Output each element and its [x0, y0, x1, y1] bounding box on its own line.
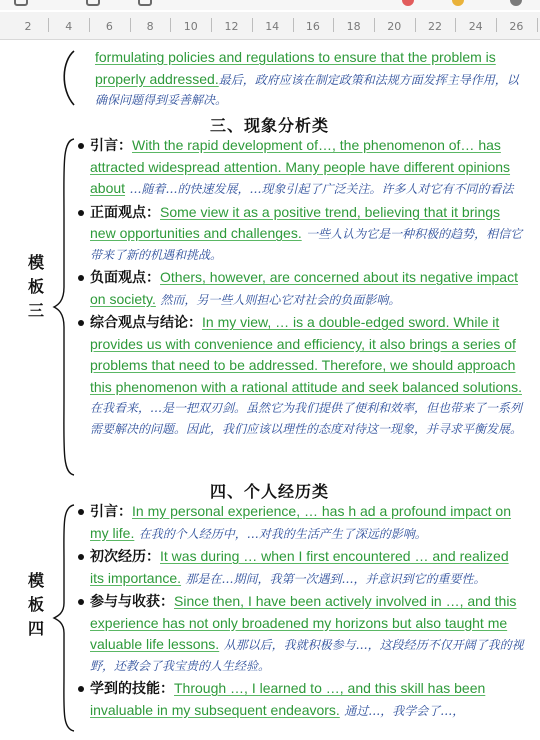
ruler-tick [252, 18, 253, 32]
item-english: With the rapid development of…, the phenomenon of… has attracted widespread attention. Many people have different opinions about [90, 137, 511, 196]
item-label: 引言： [90, 504, 132, 520]
ruler-tick [211, 18, 212, 32]
ruler-number: 16 [305, 20, 320, 33]
section4-item-participation [76, 591, 526, 676]
side-label-char: 四 [27, 619, 44, 638]
item-english: It was during … when I first encountered … and realized its importance. [90, 548, 509, 586]
section3-curly-brace [52, 137, 78, 477]
ruler-tick [48, 18, 49, 32]
section3-item-positive [76, 202, 526, 266]
ruler-number: 12 [224, 20, 239, 33]
ruler-number: 20 [387, 20, 402, 33]
ruler-tick [130, 18, 131, 32]
ruler-number: 8 [146, 20, 154, 33]
item-label: 引言： [90, 138, 132, 154]
item-english: Others, however, are concerned about its negative impact on society. [90, 269, 518, 307]
item-chinese: 通过…，我学会了…， [344, 703, 465, 718]
section4-curly-brace [52, 503, 78, 733]
item-chinese: 一些人认为它是一种积极的趋势，相信它带来了新的机遇和挑战。 [90, 227, 523, 262]
item-label: 学到的技能： [90, 681, 174, 697]
item-english: In my personal experience, … has h ad a profound impact on my life. [90, 503, 511, 541]
section3-item-intro [76, 135, 526, 200]
item-english: Since then, I have been actively involved in …, and this experience has not only broadened my horizons but also taught me valuable life lessons. [90, 593, 517, 652]
item-english: Some view it as a positive trend, believing that it brings new opportunities and challenges. [90, 203, 501, 241]
section4-item-intro [76, 501, 526, 544]
item-english: In my view, … is a double-edged sword. While it provides us with convenience and efficiency, it also brings a series of problems that need to be addressed. Therefore, we should approach this phenomenon with a rational attitude and seek balanced solutions. [90, 314, 522, 395]
ruler-tick [89, 18, 90, 32]
section4-list [76, 501, 526, 721]
intro-paragraph [95, 47, 525, 111]
top-toolbar [0, 0, 540, 10]
item-english: Through …, I learned to …, and this skill has been invaluable in my subsequent endeavors. [90, 680, 486, 718]
ruler-number: 4 [65, 20, 73, 33]
ruler-tick [415, 18, 416, 32]
ruler-number: 24 [468, 20, 483, 33]
item-chinese: 从那以后，我就积极参与…，这段经历不仅开阔了我的视野，还教会了我宝贵的人生经验。 [90, 638, 524, 673]
item-chinese: 那是在…期间，我第一次遇到…，并意识到它的重要性。 [185, 571, 486, 586]
toolbar-edit-icon[interactable] [138, 0, 152, 6]
toolbar-insert-icon[interactable] [86, 0, 100, 6]
section4-item-skills [76, 678, 526, 721]
ruler-tick [496, 18, 497, 32]
toolbar-record-icon[interactable] [402, 0, 414, 6]
item-chinese: 在我看来，…是一把双刃剑。虽然它为我们提供了便利和效率，但也带来了一系列需要解决的问题。因此，我们应该以理性的态度对待这一现象，并寻求平衡发展。 [90, 401, 523, 436]
section3-item-conclusion [76, 312, 526, 439]
side-label-char: 三 [27, 301, 44, 320]
item-label: 参与与收获： [90, 594, 174, 610]
section3-list [76, 135, 526, 439]
toolbar-doc-icon[interactable] [14, 0, 28, 6]
ruler-number: 10 [183, 20, 198, 33]
document-page [0, 41, 540, 740]
item-chinese: 在我的个人经历中，…对我的生活产生了深远的影响。 [138, 526, 427, 541]
section4-title: 四、个人经历类 [210, 482, 330, 501]
section3-item-negative [76, 267, 526, 310]
section3-title: 三、现象分析类 [210, 116, 330, 135]
ruler-tick [455, 18, 456, 32]
item-chinese: …随着…的快速发展，…现象引起了广泛关注。许多人对它有不同的看法 [129, 182, 514, 196]
ruler-tick [333, 18, 334, 32]
ruler-number: 6 [105, 20, 113, 33]
toolbar-highlight-icon[interactable] [452, 0, 464, 6]
side-label-char: 模 [27, 571, 44, 590]
intro-chinese: 最后，政府应该在制定政策和法规方面发挥主导作用，以确保问题得到妥善解决。 [95, 72, 519, 107]
side-label-char: 模 [27, 253, 44, 272]
side-label-char: 板 [27, 277, 44, 296]
ruler-tick [170, 18, 171, 32]
ruler-number: 18 [346, 20, 361, 33]
ruler-number: 22 [428, 20, 442, 33]
section3-side-label [26, 251, 46, 323]
item-label: 负面观点： [90, 270, 160, 286]
side-label-char: 板 [27, 595, 44, 614]
item-chinese: 然而，另一些人则担心它对社会的负面影响。 [160, 292, 401, 307]
ruler-tick [293, 18, 294, 32]
toolbar-more-icon[interactable] [510, 0, 522, 6]
item-label: 正面观点： [90, 204, 160, 221]
ruler [0, 12, 540, 40]
left-paren-brace [58, 49, 78, 107]
ruler-number: 14 [265, 20, 280, 33]
ruler-number: 26 [509, 20, 524, 33]
section4-side-label [26, 569, 46, 641]
ruler-tick [537, 18, 538, 32]
ruler-tick [374, 18, 375, 32]
ruler-number: 2 [24, 20, 32, 33]
item-label: 初次经历： [90, 549, 160, 565]
section4-item-first-experience [76, 546, 526, 589]
intro-english: formulating policies and regulations to ensure that the problem is properly addressed. [95, 49, 496, 87]
item-label: 综合观点与结论： [90, 315, 202, 331]
